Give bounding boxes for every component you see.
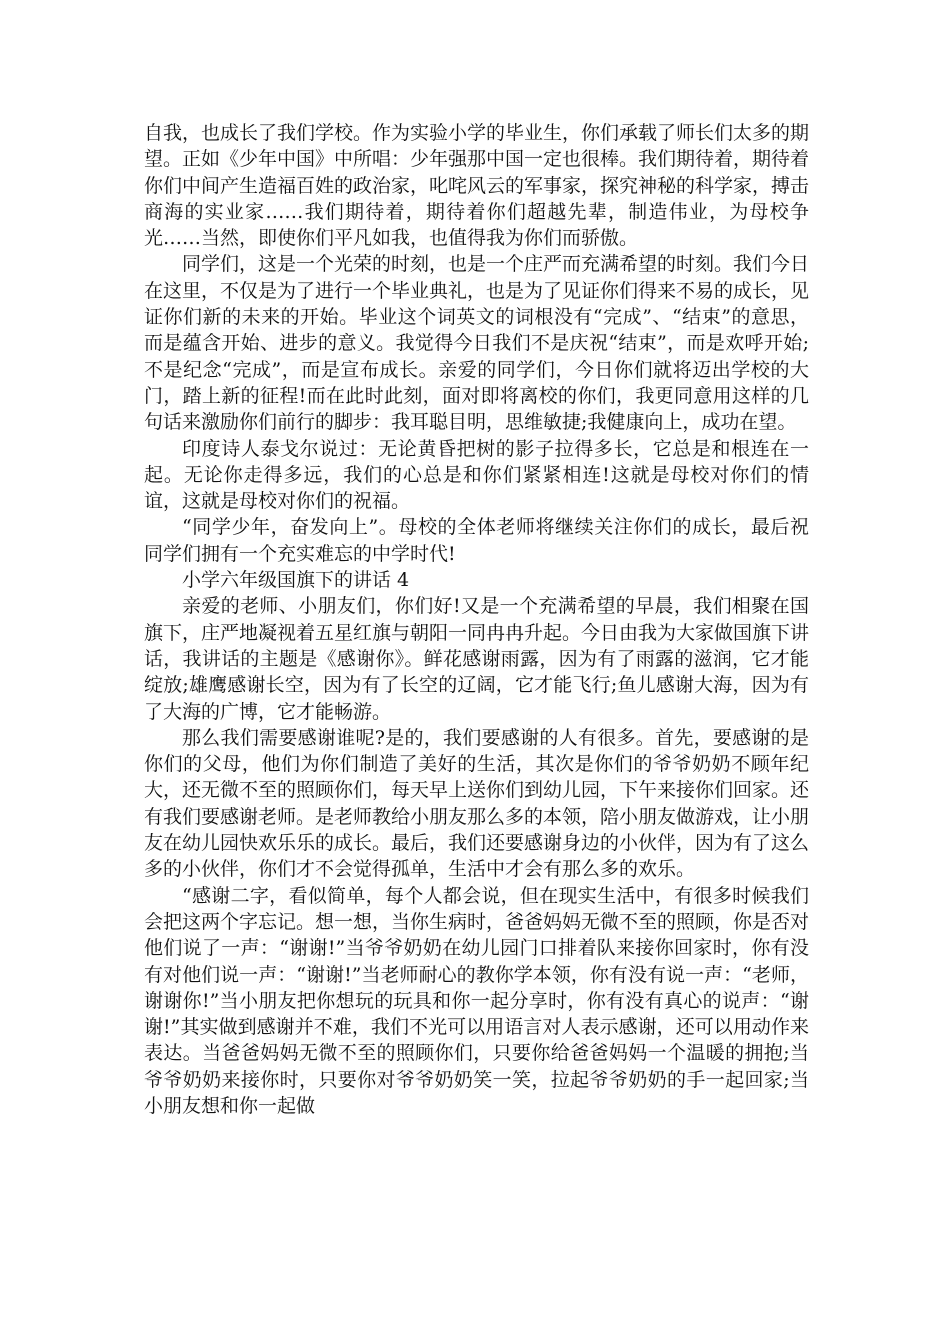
paragraph: 自我，也成长了我们学校。作为实验小学的毕业生，你们承载了师长们太多的期望。正如《少年中国》中所唱：少年强那中国一定也很棒。我们期待着，期待着你们中间产生造福百姓的政治家，叱咤风云的军事家，探究神秘的科学家，搏击商海的实业家……我们期待着，期待着你们超越先辈，制造伟业，为母校争光……当然，即使你们平凡如我，也值得我为你们而骄傲。 bbox=[144, 122, 810, 250]
document-body bbox=[144, 120, 809, 1119]
paragraph: 印度诗人泰戈尔说过：无论黄昏把树的影子拉得多长，它总是和根连在一起。无论你走得多远，我们的心总是和你们紧紧相连!这就是母校对你们的情谊，这就是母校对你们的祝福。 bbox=[144, 437, 809, 513]
paragraph: “感谢二字，看似简单，每个人都会说，但在现实生活中，有很多时候我们会把这两个字忘记。想一想，当你生病时，爸爸妈妈无微不至的照顾，你是否对他们说了一声：“谢谢!”当爷爷奶奶在幼儿园门口排着队来接你回家时，你有没有对他们说一声：“谢谢!”当老师耐心的教你学本领，你有没有说一声：“老师，谢谢你!”当小朋友把你想玩的玩具和你一起分享时，你有没有真心的说声：“谢谢!”其实做到感谢并不难，我们不光可以用语言对人表示感谢，还可以用动作来表达。当爸爸妈妈无微不至的照顾你们，只要你给爸爸妈妈一个温暖的拥抱;当爷爷奶奶来接你时，只要你对爷爷奶奶笑一笑，拉起爷爷奶奶的手一起回家;当小朋友想和你一起做 bbox=[144, 884, 810, 1117]
paragraph: 亲爱的老师、小朋友们，你们好!又是一个充满希望的早晨，我们相聚在国旗下，庄严地凝视着五星红旗与朝阳一同冉冉升起。今日由我为大家做国旗下讲话，我讲话的主题是《感谢你》。鲜花感谢雨露，因为有了雨露的滋润，它才能绽放;雄鹰感谢长空，因为有了长空的辽阔，它才能飞行;鱼儿感谢大海，因为有了大海的广博，它才能畅游。 bbox=[144, 595, 810, 723]
paragraph: 同学们，这是一个光荣的时刻，也是一个庄严而充满希望的时刻。我们今日在这里，不仅是为了进行一个毕业典礼，也是为了见证你们得来不易的成长，见证你们新的未来的开始。毕业这个词英文的词根没有“完成”、“结束”的意思，而是蕴含开始、进步的意义。我觉得今日我们不是庆祝“结束”，而是欢呼开始;不是纪念“完成”，而是宣布成长。亲爱的同学们，今日你们就将迈出学校的大门，踏上新的征程!而在此时此刻，面对即将离校的你们，我更同意用这样的几句话来激励你们前行的脚步：我耳聪目明，思维敏捷;我健康向上，成功在望。 bbox=[144, 253, 810, 434]
section-heading: 小学六年级国旗下的讲话 4 bbox=[182, 569, 410, 592]
paragraph: “同学少年，奋发向上”。母校的全体老师将继续关注你们的成长，最后祝同学们拥有一个充实难忘的中学时代! bbox=[144, 516, 809, 565]
paragraph: 那么我们需要感谢谁呢?是的，我们要感谢的人有很多。首先，要感谢的是你们的父母，他们为你们制造了美好的生活，其次是你们的爷爷奶奶不顾年纪大，还无微不至的照顾你们，每天早上送你们到幼儿园，下午来接你们回家。还有我们要感谢老师。是老师教给小朋友那么多的本领，陪小朋友做游戏，让小朋友在幼儿园快欢乐乐的成长。最后，我们还要感谢身边的小伙伴，因为有了这么多的小伙伴，你们才不会觉得孤单，生活中才会有那么多的欢乐。 bbox=[144, 726, 810, 881]
